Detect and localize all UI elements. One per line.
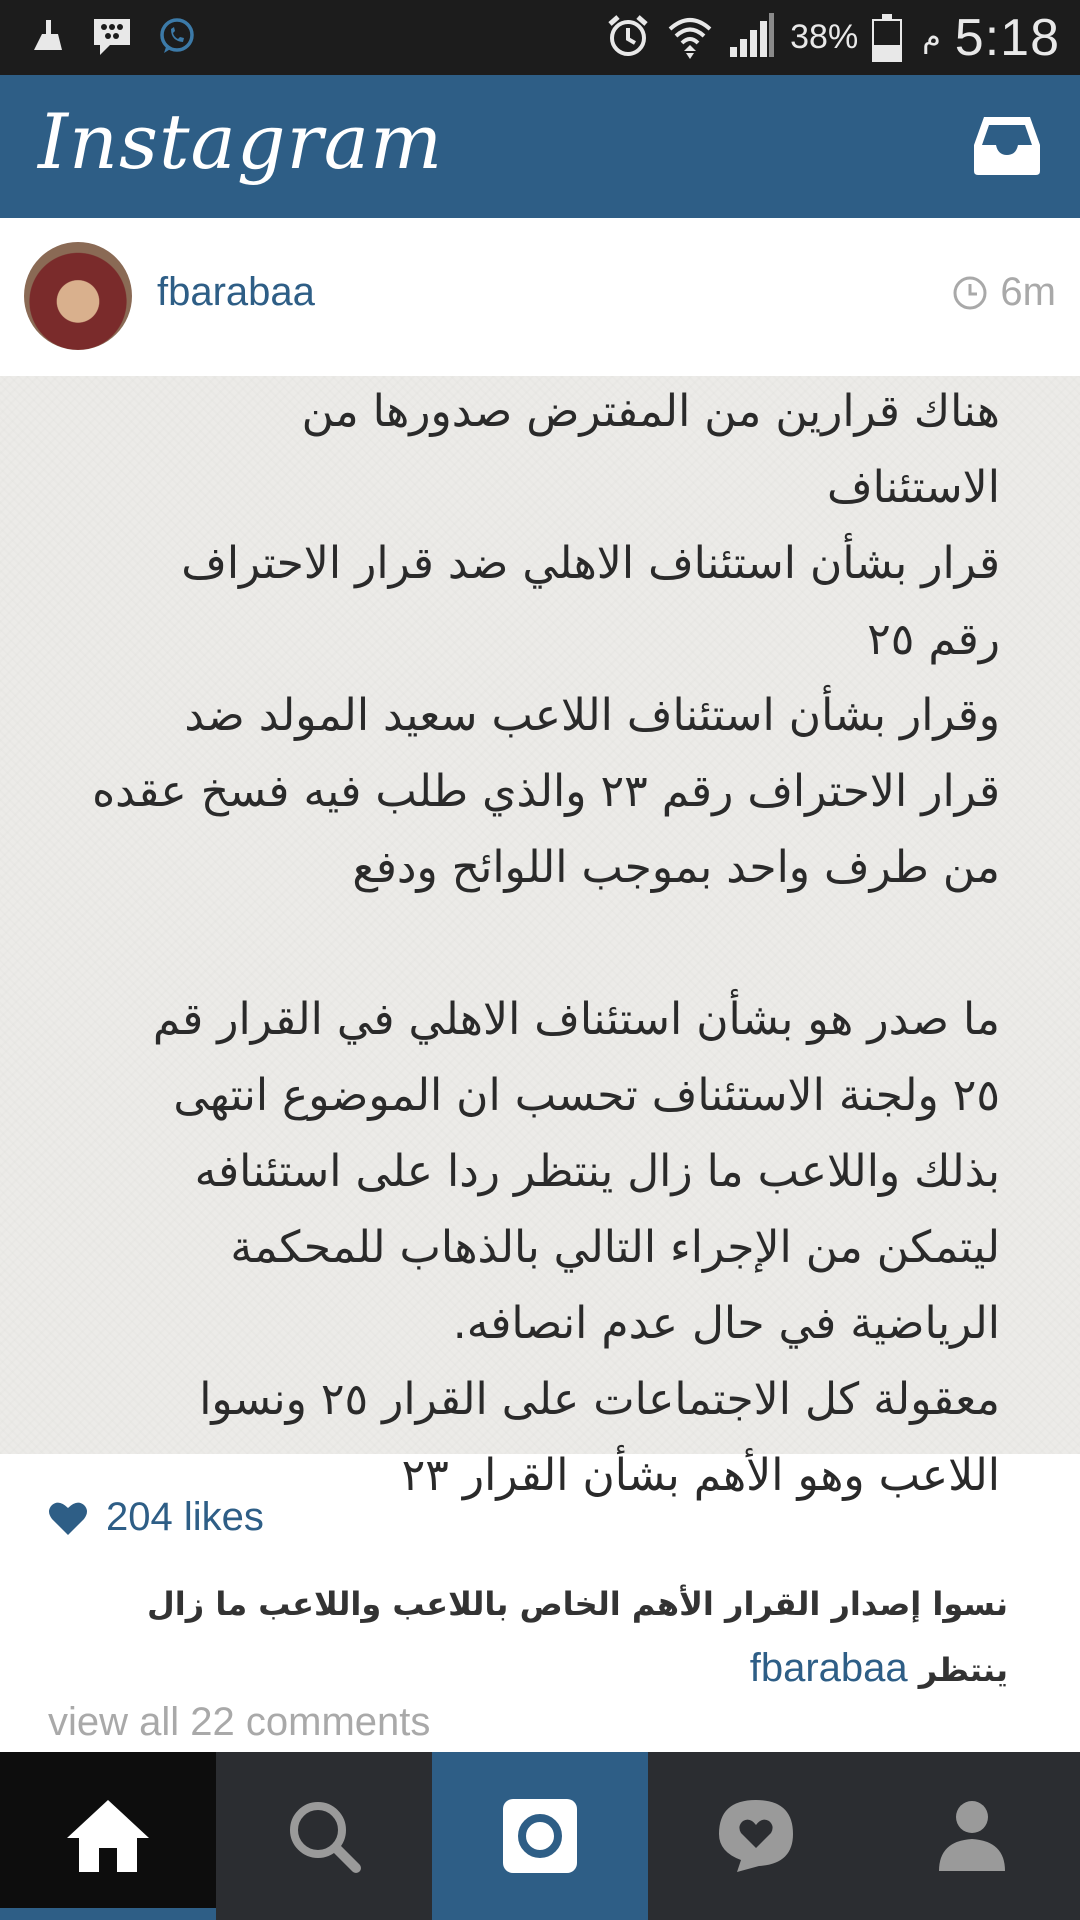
clock-icon	[952, 275, 988, 311]
battery-icon	[872, 14, 902, 62]
app-header	[0, 75, 1080, 218]
status-icons-right	[604, 8, 1060, 68]
whatsapp-icon	[156, 15, 198, 61]
view-comments-link[interactable]: view all 22 comments	[48, 1700, 431, 1744]
status-icons-left	[28, 15, 198, 61]
post-header	[0, 218, 1080, 376]
post-image-text: هناك قرارين من المفترض صدورها من الاستئناف قرار بشأن استئناف الاهلي ضد قرار الاحتراف رقم ٢٥ وقرار بشأن استئناف اللاعب سعيد المولد ضد قرار الاحتراف رقم ٢٣ والذي طلب فيه فسخ عقده من طرف واحد بموجب اللوائح ودفع ما صدر هو بشأن استئناف الاهلي في القرار قم ٢٥ ولجنة الاستئناف تحسب ان الموضوع انتهى بذلك واللاعب ما زال ينتظر ردا على استئنافه ليتمكن من الإجراء التالي بالذهاب للمحكمة الرياضية في حال عدم انصافه. معقولة كل الاجتماعات على القرار ٢٥ ونسوا اللاعب وهو الأهم بشأن القرار ٢٣	[92, 386, 1000, 1501]
inbox-icon	[972, 115, 1042, 177]
instagram-logo: Instagram	[38, 97, 444, 186]
nav-home[interactable]	[0, 1752, 216, 1920]
ampm-indicator: م	[922, 20, 941, 55]
post-timestamp	[952, 270, 1056, 315]
post-caption	[48, 1572, 1008, 1702]
post-image[interactable]	[0, 376, 1080, 1501]
nav-activity[interactable]	[648, 1752, 864, 1920]
avatar[interactable]	[24, 242, 132, 350]
time-ago: 6m	[1000, 270, 1056, 314]
caption-username[interactable]: fbarabaa	[749, 1646, 908, 1690]
nav-search[interactable]	[216, 1752, 432, 1920]
activity-icon	[717, 1798, 795, 1874]
post-username[interactable]: fbarabaa	[157, 270, 315, 314]
status-bar	[0, 0, 1080, 75]
battery-percent: 38%	[790, 18, 859, 56]
clock: 5:18	[954, 8, 1060, 67]
likes-label: 204 likes	[106, 1495, 264, 1539]
caption-text: نسوا إصدار القرار الأهم الخاص باللاعب واللاعب ما زال ينتظر	[147, 1585, 1008, 1689]
profile-icon	[937, 1799, 1007, 1873]
search-icon	[286, 1798, 362, 1874]
bbm-icon	[90, 15, 134, 61]
signal-icon	[728, 13, 776, 63]
home-icon	[65, 1798, 151, 1874]
likes-count[interactable]	[48, 1495, 264, 1540]
wifi-icon	[666, 11, 714, 65]
nav-profile[interactable]	[864, 1752, 1080, 1920]
cleaner-icon	[28, 16, 68, 60]
alarm-icon	[604, 12, 652, 64]
inbox-button[interactable]	[972, 115, 1042, 177]
bottom-nav	[0, 1752, 1080, 1920]
heart-icon	[48, 1500, 88, 1536]
nav-camera[interactable]	[432, 1752, 648, 1920]
camera-icon	[501, 1797, 579, 1875]
